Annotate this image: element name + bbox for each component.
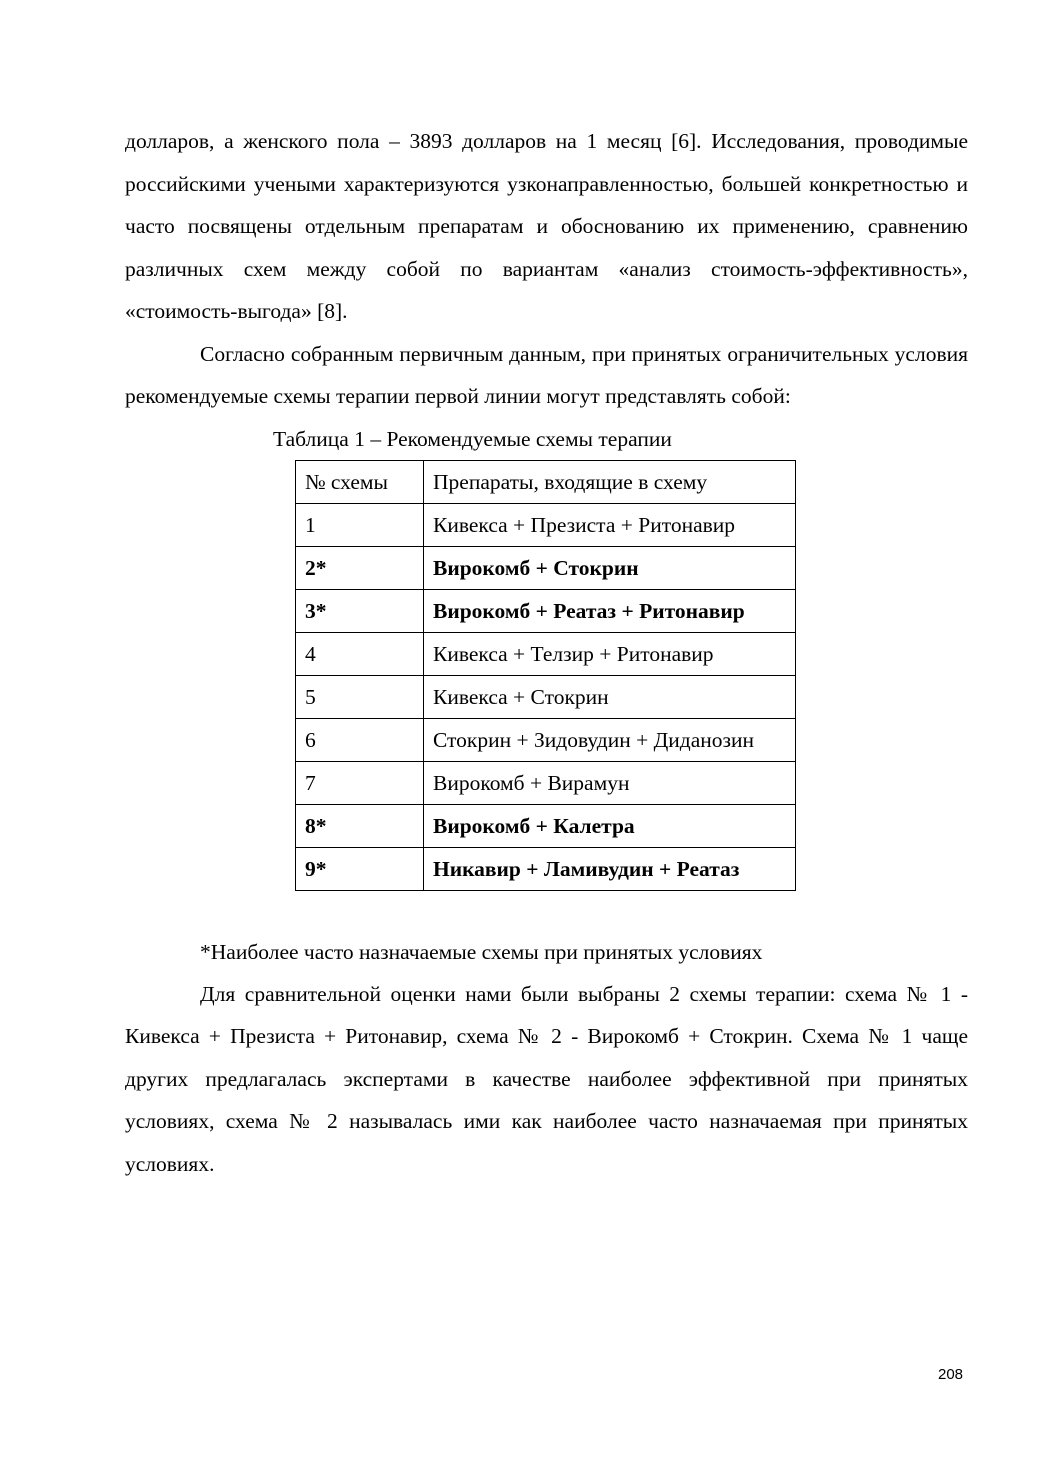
scheme-number: 1	[296, 503, 424, 546]
scheme-drugs: Вирокомб + Калетра	[424, 804, 796, 847]
scheme-number: 6	[296, 718, 424, 761]
header-drugs: Препараты, входящие в схему	[424, 460, 796, 503]
therapy-schemes-table	[295, 460, 796, 891]
table-row	[296, 847, 796, 890]
scheme-drugs: Стокрин + Зидовудин + Диданозин	[424, 718, 796, 761]
scheme-number: 9*	[296, 847, 424, 890]
table-row	[296, 761, 796, 804]
scheme-drugs: Кивекса + Презиста + Ритонавир	[424, 503, 796, 546]
table-row	[296, 804, 796, 847]
scheme-drugs: Кивекса + Телзир + Ритонавир	[424, 632, 796, 675]
table-caption: Таблица 1 – Рекомендуемые схемы терапии	[273, 426, 672, 451]
table-row	[296, 503, 796, 546]
scheme-number: 7	[296, 761, 424, 804]
page-number: 208	[938, 1366, 964, 1383]
scheme-number: 5	[296, 675, 424, 718]
table-row	[296, 675, 796, 718]
scheme-number: 8*	[296, 804, 424, 847]
header-scheme-number: № схемы	[296, 460, 424, 503]
scheme-drugs: Вирокомб + Стокрин	[424, 546, 796, 589]
paragraph-comparison: Для сравнительной оценки нами были выбраны 2 схемы терапии: схема № 1 - Кивекса + Презиста + Ритонавир, схема № 2 - Вирокомб + Стокрин. Схема № 1 чаще других предлагалась экспертами в качестве наиболее эффективной при принятых условиях, схема № 2 называлась ими как наиболее часто назначаемая при принятых условиях.	[125, 981, 968, 1176]
paragraph-primary-data: Согласно собранным первичным данным, при принятых ограничительных условия рекомендуемые схемы терапии первой линии могут представлять собой:	[125, 341, 968, 408]
scheme-drugs: Вирокомб + Реатаз + Ритонавир	[424, 589, 796, 632]
scheme-number: 4	[296, 632, 424, 675]
scheme-drugs: Никавир + Ламивудин + Реатаз	[424, 847, 796, 890]
table-header-row	[296, 460, 796, 503]
table-row	[296, 589, 796, 632]
scheme-drugs: Кивекса + Стокрин	[424, 675, 796, 718]
scheme-number: 2*	[296, 546, 424, 589]
scheme-number: 3*	[296, 589, 424, 632]
document-page	[125, 120, 968, 1185]
table-row	[296, 632, 796, 675]
table-footnote: *Наиболее часто назначаемые схемы при принятых условиях	[200, 939, 763, 964]
scheme-drugs: Вирокомб + Вирамун	[424, 761, 796, 804]
paragraph-intro: долларов, а женского пола – 3893 долларов на 1 месяц [6]. Исследования, проводимые российскими учеными характеризуются узконаправленностью, большей конкретностью и часто посвящены отдельным препаратам и обоснованию их применению, сравнению различных схем между собой по вариантам «анализ стоимость-эффективность», «стоимость-выгода» [8].	[125, 129, 968, 323]
table-row	[296, 546, 796, 589]
table-row	[296, 718, 796, 761]
